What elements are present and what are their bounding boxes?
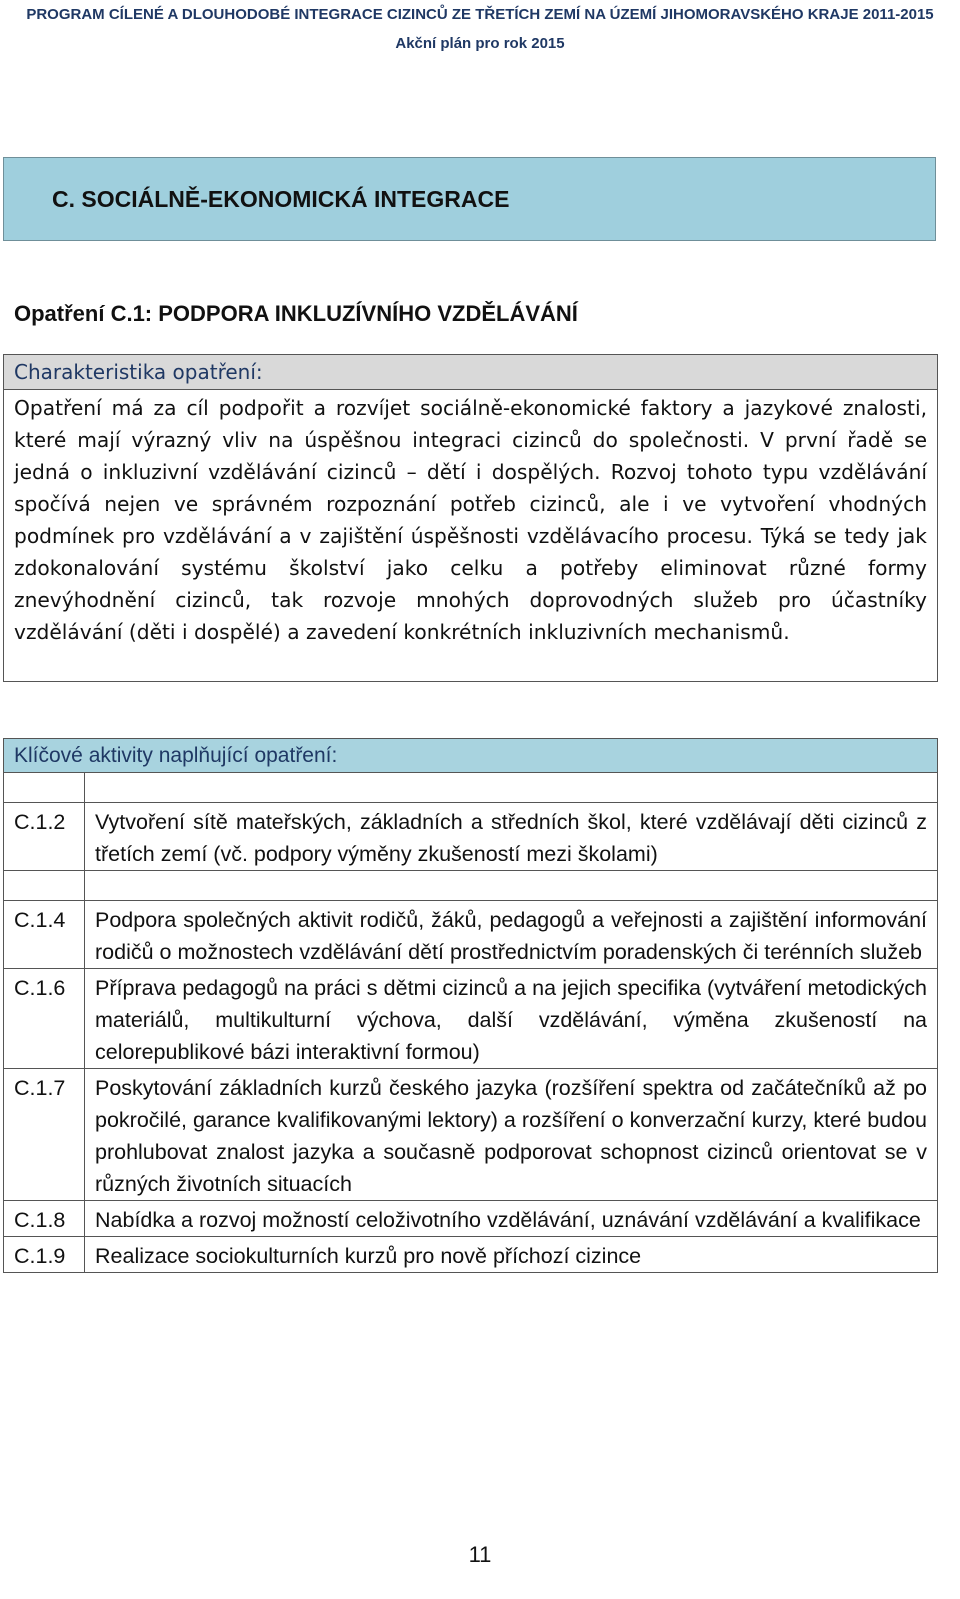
activity-code: C.1.7 [4, 1069, 85, 1201]
table-row [4, 969, 938, 1069]
characteristics-box [3, 354, 938, 682]
table-row [4, 1237, 938, 1273]
activity-text [85, 871, 938, 901]
table-row-empty [4, 773, 938, 803]
table-row [4, 803, 938, 871]
activities-heading-row [4, 739, 938, 773]
activity-text: Příprava pedagogů na práci s dětmi cizinců a na jejich specifika (vytváření metodických materiálů, multikulturní výchova, další vzdělávání, výměna zkušeností na celorepublikové bázi interaktivní formou) [85, 969, 938, 1069]
measure-title: Opatření C.1: PODPORA INKLUZÍVNÍHO VZDĚLÁVÁNÍ [14, 301, 578, 326]
activity-text: Realizace sociokulturních kurzů pro nově příchozí cizince [85, 1237, 938, 1273]
table-row-empty [4, 871, 938, 901]
plan-title: Akční plán pro rok 2015 [395, 35, 565, 52]
activity-code: C.1.2 [4, 803, 85, 871]
activity-text [85, 773, 938, 803]
activity-text: Poskytování základních kurzů českého jazyka (rozšíření spektra od začátečníků až po pokročilé, garance kvalifikovanými lektory) a rozšíření o konverzační kurzy, které budou prohlubovat znalost jazyka a současně podporovat schopnost cizinců orientovat se v různých životních situacích [85, 1069, 938, 1201]
table-row [4, 1069, 938, 1201]
table-row [4, 901, 938, 969]
activity-text: Podpora společných aktivit rodičů, žáků, pedagogů a veřejnosti a zajištění informování rodičů o možnostech vzdělávání dětí prostřednictvím poradenských či terénních služeb [85, 901, 938, 969]
characteristics-text: Opatření má za cíl podpořit a rozvíjet sociálně-ekonomické faktory a jazykové znalosti, které mají výrazný vliv na úspěšnou integraci cizinců do společnosti. V první řadě se jedná o inkluzivní vzdělávání cizinců – dětí i dospělých. Rozvoj tohoto typu vzdělávání spočívá nejen ve správném rozpoznání potřeb cizinců, ale i ve vytvoření vhodných podmínek pro vzdělávání a v zajištění úspěšnosti vzdělávacího procesu. Týká se tedy jak zdokonalování systému školství jako celku a potřeby eliminovat různé formy znevýhodnění cizinců, tak rozvoje mnohých doprovodných služeb pro účastníky vzdělávání (děti i dospělé) a zavedení konkrétních inkluzivních mechanismů. [14, 396, 927, 644]
activity-text: Nabídka a rozvoj možností celoživotního vzdělávání, uznávání vzdělávání a kvalifikace [85, 1201, 938, 1237]
characteristics-heading: Charakteristika opatření: [4, 355, 937, 390]
activity-code [4, 773, 85, 803]
activity-text: Vytvoření sítě mateřských, základních a středních škol, které vzdělávají děti cizinců z třetích zemí (vč. podpory výměny zkušeností mezi školami) [85, 803, 938, 871]
activities-table [3, 738, 938, 1273]
section-title: C. SOCIÁLNĚ-EKONOMICKÁ INTEGRACE [52, 186, 510, 212]
activity-code: C.1.9 [4, 1237, 85, 1273]
program-title: PROGRAM CÍLENÉ A DLOUHODOBÉ INTEGRACE CIZINCŮ ZE TŘETÍCH ZEMÍ NA ÚZEMÍ JIHOMORAVSKÉHO KRAJE 2011-2015 [26, 6, 934, 23]
activity-code [4, 871, 85, 901]
section-banner [3, 157, 936, 241]
table-row [4, 1201, 938, 1237]
activity-code: C.1.4 [4, 901, 85, 969]
page-number: 11 [468, 1542, 492, 1567]
activities-heading: Klíčové aktivity naplňující opatření: [4, 739, 938, 773]
activity-code: C.1.6 [4, 969, 85, 1069]
activity-code: C.1.8 [4, 1201, 85, 1237]
